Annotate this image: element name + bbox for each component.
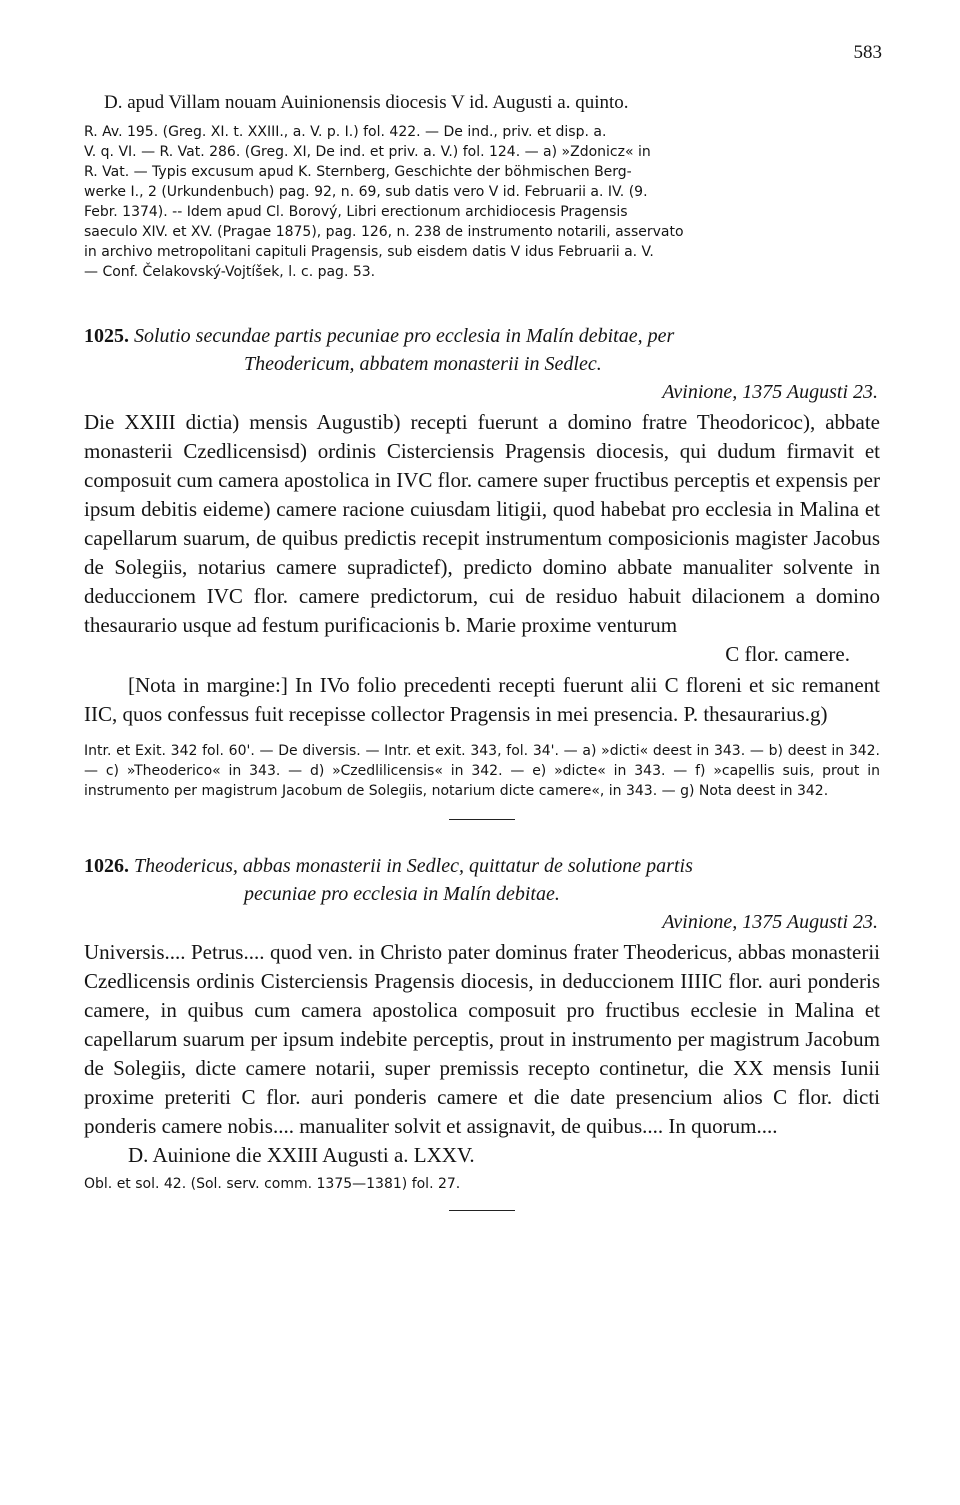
previous-entry-source-notes	[84, 122, 880, 282]
source-line: — Conf. Čelakovský-Vojtíšek, l. c. pag. 53.	[84, 264, 376, 280]
source-line: saeculo XIV. et XV. (Pragae 1875), pag. 126, n. 238 de instrumento notarili, asservato	[84, 224, 684, 240]
entry-1025-title	[84, 322, 880, 378]
section-divider	[449, 819, 515, 820]
entry-number: 1026.	[84, 855, 129, 877]
source-line: R. Vat. — Typis excusum apud K. Sternberg, Geschichte der böhmischen Berg-	[84, 164, 632, 180]
entry-1025-amount: C flor. camere.	[725, 642, 850, 666]
entry-1026-closing: D. Auinione die XXIII Augusti a. LXXV.	[128, 1143, 475, 1167]
page-number: 583	[853, 42, 882, 63]
section-divider	[449, 1210, 515, 1211]
entry-1026-title	[84, 852, 880, 908]
entry-1025-apparatus: Intr. et Exit. 342 fol. 60'. — De diversis. — Intr. et exit. 343, fol. 34'. — a) »dicti« deest in 343. — b) deest in 342. — c) »Theoderico« in 343. — d) »Czedlilicensis« in 342. — e) »dicte« in 343. — f) »capellis suis, prout in instrumento per magistrum Jacobum de Solegiis, notarium dicte camere«, in 343. — g) Nota deest in 342.	[84, 743, 880, 799]
entry-1025-margin-note: [Nota in margine:] In IVo folio precedenti recepti fuerunt alii C floreni et sic remanent IIC, quos confessus fuit recepisse collector Pragensis in mei presencia. P. thesaurarius.g)	[84, 673, 880, 726]
previous-entry-dateline: D. apud Villam nouam Auinionensis diocesis V id. Augusti a. quinto.	[104, 92, 629, 113]
entry-number: 1025.	[84, 325, 129, 347]
source-line: V. q. VI. — R. Vat. 286. (Greg. XI, De ind. et priv. a. V.) fol. 124. — a) »Zdonicz« in	[84, 144, 651, 160]
entry-title-line: Theodericum, abbatem monasterii in Sedlec.	[244, 353, 602, 375]
entry-1025-dateline: Avinione, 1375 Augusti 23.	[662, 381, 878, 403]
entry-title-line: pecuniae pro ecclesia in Malín debitae.	[244, 883, 560, 905]
source-line: R. Av. 195. (Greg. XI. t. XXIII., a. V. p. I.) fol. 422. — De ind., priv. et disp. a.	[84, 124, 607, 140]
entry-1026-body: Universis.... Petrus.... quod ven. in Christo pater dominus frater Theodericus, abbas monasterii Czedlicensis ordinis Cisterciensis Pragensis diocesis, in deduccionem IIIIC flor. auri ponderis camere, in quibus cum camera apostolica composuit pro fructibus ecclesie in Malina et capellarum suarum per ipsum indebite perceptis, prout in instrumento per magistrum Jacobum de Solegiis, dicte camere notarii, super premissis recepto continetur, die XX mensis Iunii proxime preteriti C flor. auri ponderis camere et die date presencium alios C flor. dicti ponderis camere nobis.... manualiter solvit et assignavit, de quibus.... In quorum....	[84, 940, 880, 1138]
entry-title-line: Solutio secundae partis pecuniae pro ecclesia in Malín debitae, per	[134, 325, 675, 347]
source-line: in archivo metropolitani capituli Pragensis, sub eisdem datis V idus Februarii a. V.	[84, 244, 654, 260]
entry-title-line: Theodericus, abbas monasterii in Sedlec, quittatur de solutione partis	[134, 855, 693, 877]
source-line: werke I., 2 (Urkundenbuch) pag. 92, n. 69, sub datis vero V id. Februarii a. IV. (9.	[84, 184, 648, 200]
entry-1026-dateline: Avinione, 1375 Augusti 23.	[662, 911, 878, 933]
source-line: Febr. 1374). -- Idem apud Cl. Borový, Libri erectionum archidiocesis Pragensis	[84, 204, 628, 220]
entry-1026-source: Obl. et sol. 42. (Sol. serv. comm. 1375—1381) fol. 27.	[84, 1176, 461, 1192]
page-content	[84, 90, 880, 1211]
entry-1025-body: Die XXIII dictia) mensis Augustib) recepti fuerunt a domino fratre Theodoricoc), abbate monasterii Czedlicensisd) ordinis Cisterciensis Pragensis diocesis, qui dudum firmavit et composuit cum camera apostolica in IVC flor. camere super fructibus perceptis et expensis per ipsum debitis eidemе) camere racione cuiusdam litigii, quod habebat pro ecclesia in Malina et capellarum suarum, de quibus predictis recepit instrumentum composicionis magister Jacobus de Solegiis, notarius camere supradictef), predicto domino abbate manualiter solvente in deduccionem IVC flor. camere predictorum, cui de residuo habuit dilacionem a domino thesaurario usque ad festum purificacionis b. Marie proxime venturum	[84, 410, 880, 637]
